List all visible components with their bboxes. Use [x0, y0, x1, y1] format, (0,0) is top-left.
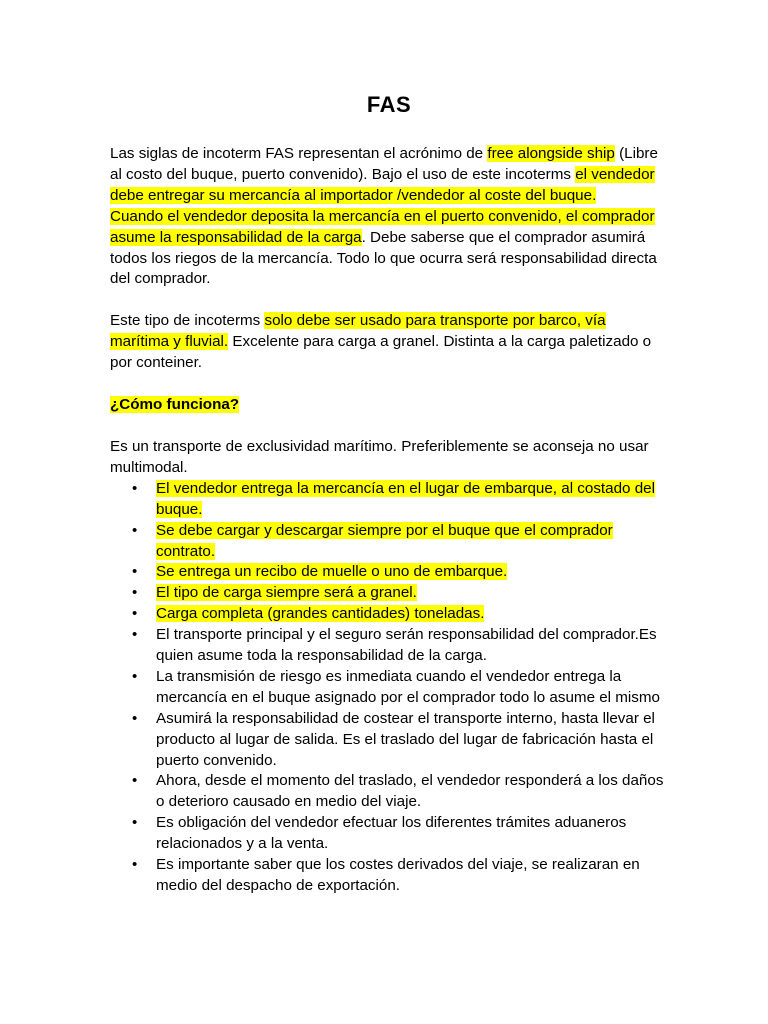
intro-text-a: Las siglas de incoterm FAS representan el acrónimo de — [110, 145, 488, 162]
list-item: • Carga completa (grandes cantidades) toneladas. — [156, 604, 668, 625]
intro-text-f: . Debe saberse que el comprador asumirá todos los riegos de la mercancía. Todo lo que ocurra será responsabilidad directa del comprador. — [110, 228, 657, 288]
transport-paragraph: Es un transporte de exclusividad marítimo. Preferiblemente se aconseja no usar multimodal. — [110, 437, 649, 476]
usage-highlight: solo debe ser usado para transporte por barco, vía marítima y fluvial. — [110, 312, 606, 351]
list-item: • Ahora, desde el momento del traslado, el vendedor responderá a los daños o deterioro causado en medio del viaje. — [156, 771, 668, 813]
intro-paragraph — [110, 144, 668, 290]
list-item: • El vendedor entrega la mercancía en el lugar de embarque, al costado del buque. — [156, 479, 668, 521]
usage-text-a: Este tipo de incoterms — [110, 312, 265, 330]
intro-highlight-buyer: Cuando el vendedor deposita la mercancía en el puerto convenido, el comprador asume la responsabilidad de la carga — [110, 207, 655, 246]
list-item: • Se entrega un recibo de muelle o uno de embarque. — [156, 562, 668, 583]
list-item: • Es importante saber que los costes derivados del viaje, se realizaran en medio del despacho de exportación. — [156, 855, 668, 897]
document-title: FAS — [366, 92, 412, 117]
list-item: • El tipo de carga siempre será a granel. — [156, 583, 668, 604]
list-item: • Asumirá la responsabilidad de costear el transporte interno, hasta llevar el producto al lugar de salida. Es el traslado del lugar de fabricación hasta el puerto convenido. — [156, 709, 668, 772]
intro-highlight-seller: el vendedor debe entregar su mercancía al importador /vendedor al coste del buque. — [110, 165, 655, 204]
section-heading: ¿Cómo funciona? — [110, 396, 240, 414]
list-item: • La transmisión de riesgo es inmediata cuando el vendedor entrega la mercancía en el buque asignado por el comprador todo lo asume el mismo — [156, 667, 668, 709]
list-item: • Se debe cargar y descargar siempre por el buque que el comprador contrato. — [156, 521, 668, 563]
intro-highlight-acronym: free alongside ship — [487, 145, 615, 162]
intro-text-c: (Libre al costo del buque, puerto convenido). Bajo el uso de este incoterms — [110, 145, 658, 183]
usage-paragraph — [110, 311, 668, 374]
list-item: • El transporte principal y el seguro serán responsabilidad del comprador.Es quien asume toda la responsabilidad de la carga. — [156, 625, 668, 667]
usage-text-c: Excelente para carga a granel. Distinta a la carga paletizado o por conteiner. — [110, 333, 652, 372]
list-item: • Es obligación del vendedor efectuar los diferentes trámites aduaneros relacionados y a la venta. — [156, 813, 668, 855]
section-heading-paragraph — [110, 395, 668, 416]
feature-list — [110, 479, 668, 897]
